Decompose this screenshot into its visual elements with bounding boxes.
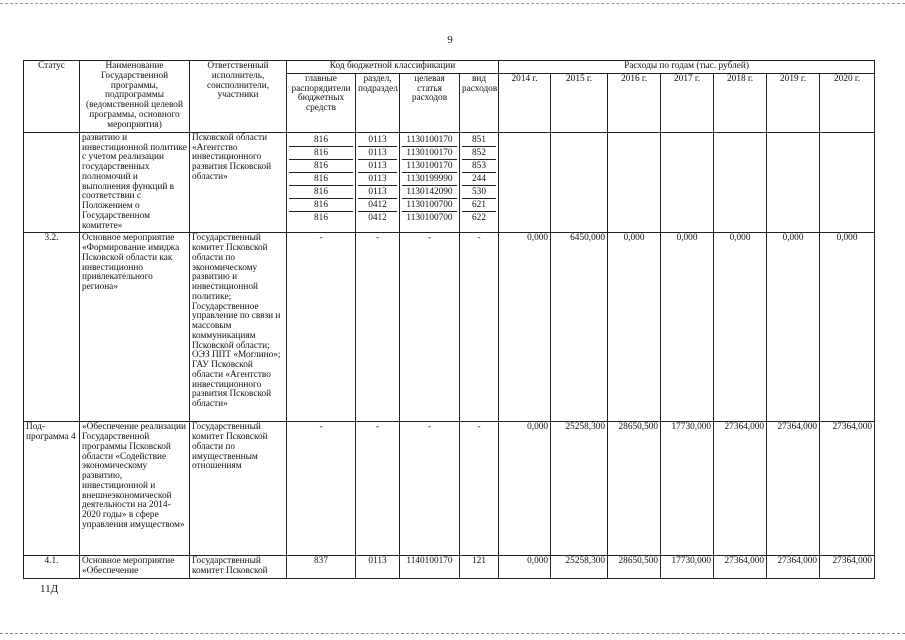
code-cell: 1130142090 — [402, 186, 457, 199]
header-budget-code: Код бюджетной классификации — [287, 61, 499, 74]
code-cell: 816 — [289, 160, 353, 173]
code-cell: 0412 — [368, 212, 387, 223]
amount-cell — [820, 132, 875, 233]
amount-cell: 0,000 — [661, 233, 714, 422]
scan-edge-bottom — [0, 633, 905, 634]
codes-grbs — [287, 132, 356, 233]
code-cell: 621 — [462, 199, 496, 212]
document-code: 11Д — [40, 583, 59, 595]
code-cell: 622 — [472, 212, 486, 223]
code-cell: 121 — [460, 556, 499, 579]
code-cell: 1130100700 — [406, 212, 453, 223]
codes-type — [460, 132, 499, 233]
amount-cell: 25258,300 — [551, 422, 608, 556]
row-status: Под-программа 4 — [24, 422, 80, 556]
code-cell: 1130100170 — [402, 147, 457, 160]
header-grbs: главные распорядители бюджетных средств — [287, 73, 356, 132]
code-cell: 816 — [289, 173, 353, 186]
amount-cell: 25258,300 — [551, 556, 608, 579]
code-cell: - — [400, 233, 460, 422]
amount-cell — [714, 132, 767, 233]
header-responsible: Ответственный исполнитель, соисполнители, участники — [190, 61, 287, 133]
amount-cell: 0,000 — [820, 233, 875, 422]
code-cell: 244 — [462, 173, 496, 186]
row-name: Основное мероприятие «Обеспечение — [80, 556, 190, 579]
codes-section — [356, 132, 400, 233]
code-cell: 0113 — [358, 147, 397, 160]
code-cell: 851 — [462, 134, 496, 147]
header-status: Статус — [24, 61, 80, 133]
code-cell: - — [287, 422, 356, 556]
table-row — [24, 422, 875, 556]
code-cell: 530 — [462, 186, 496, 199]
code-cell: 0113 — [356, 556, 400, 579]
header-year: 2016 г. — [608, 73, 661, 132]
amount-cell — [551, 132, 608, 233]
code-cell: 1130199990 — [402, 173, 457, 186]
amount-cell: 27364,000 — [820, 422, 875, 556]
code-cell: 0113 — [358, 134, 397, 147]
code-cell: 1130100170 — [402, 160, 457, 173]
code-cell: 1130100700 — [402, 199, 457, 212]
header-expenses: Расходы по годам (тыс. рублей) — [499, 61, 875, 74]
row-responsible: Псковской области «Агентство инвестиционного развития Псковской области» — [190, 132, 287, 233]
row-name: развитию и инвестиционной политике с учетом реализации государственных полномочий и выполнения функций в соответствии с Положением о Государственном комитете» — [80, 132, 190, 233]
code-cell: 853 — [462, 160, 496, 173]
row-status: 4.1. — [24, 556, 80, 579]
header-year: 2017 г. — [661, 73, 714, 132]
amount-cell: 27364,000 — [714, 556, 767, 579]
table-row — [24, 233, 875, 422]
header-year: 2014 г. — [499, 73, 551, 132]
table-row — [24, 556, 875, 579]
header-type: вид расходов — [460, 73, 499, 132]
row-responsible: Государственный комитет Псковской — [190, 556, 287, 579]
amount-cell — [608, 132, 661, 233]
code-cell: - — [356, 233, 400, 422]
amount-cell: 17730,000 — [661, 556, 714, 579]
header-article: целевая статья расходов — [400, 73, 460, 132]
amount-cell — [499, 132, 551, 233]
header-section: раздел, подраздел — [356, 73, 400, 132]
table-row — [24, 132, 875, 233]
amount-cell: 28650,500 — [608, 422, 661, 556]
code-cell: 852 — [462, 147, 496, 160]
code-cell: - — [400, 422, 460, 556]
code-cell: - — [460, 233, 499, 422]
row-responsible: Государственный комитет Псковской области по имущественным отношениям — [190, 422, 287, 556]
code-cell: 816 — [289, 199, 353, 212]
code-cell: 0412 — [358, 199, 397, 212]
amount-cell: 0,000 — [767, 233, 820, 422]
header-name: Наименование Государственной программы, подпрограммы (ведомственной целевой программы, основного мероприятия) — [80, 61, 190, 133]
code-cell: - — [460, 422, 499, 556]
amount-cell: 28650,500 — [608, 556, 661, 579]
amount-cell: 0,000 — [608, 233, 661, 422]
code-cell: 1130100170 — [402, 134, 457, 147]
code-cell: 816 — [314, 212, 328, 223]
row-status: 3.2. — [24, 233, 80, 422]
amount-cell: 27364,000 — [714, 422, 767, 556]
amount-cell: 0,000 — [714, 233, 767, 422]
scan-edge-top — [0, 3, 905, 4]
code-cell: 816 — [289, 147, 353, 160]
header-year: 2019 г. — [767, 73, 820, 132]
code-cell: - — [287, 233, 356, 422]
code-cell: 1140100170 — [400, 556, 460, 579]
amount-cell: 27364,000 — [767, 422, 820, 556]
header-year: 2020 г. — [820, 73, 875, 132]
code-cell: 0113 — [358, 173, 397, 186]
amount-cell: 27364,000 — [820, 556, 875, 579]
row-name: «Обеспечение реализации Государственной программы Псковской области «Содействие экономическому развитию, инвестиционной и внешнеэкономической деятельности на 2014-2020 годы» в сфере управления имуществом» — [80, 422, 190, 556]
code-cell: 837 — [287, 556, 356, 579]
codes-article — [400, 132, 460, 233]
page-number: 9 — [447, 34, 453, 46]
header-year: 2015 г. — [551, 73, 608, 132]
header-year: 2018 г. — [714, 73, 767, 132]
amount-cell: 0,000 — [499, 556, 551, 579]
amount-cell: 17730,000 — [661, 422, 714, 556]
amount-cell: 0,000 — [499, 233, 551, 422]
row-name: Основное мероприятие «Формирование имиджа Псковской области как инвестиционно привлекательного региона» — [80, 233, 190, 422]
code-cell: 0113 — [358, 160, 397, 173]
amount-cell — [661, 132, 714, 233]
code-cell: 0113 — [358, 186, 397, 199]
amount-cell: 27364,000 — [767, 556, 820, 579]
code-cell: 816 — [289, 134, 353, 147]
amount-cell — [767, 132, 820, 233]
amount-cell: 0,000 — [499, 422, 551, 556]
code-cell: 816 — [289, 186, 353, 199]
row-responsible: Государственный комитет Псковской области по экономическому развитию и инвестиционной политике; Государственное управление по связи и массовым коммуникациям Псковской области; ОЭЗ ППТ «Моглино»; ГАУ Псковской области «Агентство инвестиционного развития Псковской области» — [190, 233, 287, 422]
amount-cell: 6450,000 — [551, 233, 608, 422]
code-cell: - — [356, 422, 400, 556]
budget-table — [23, 60, 875, 579]
row-status — [24, 132, 80, 233]
